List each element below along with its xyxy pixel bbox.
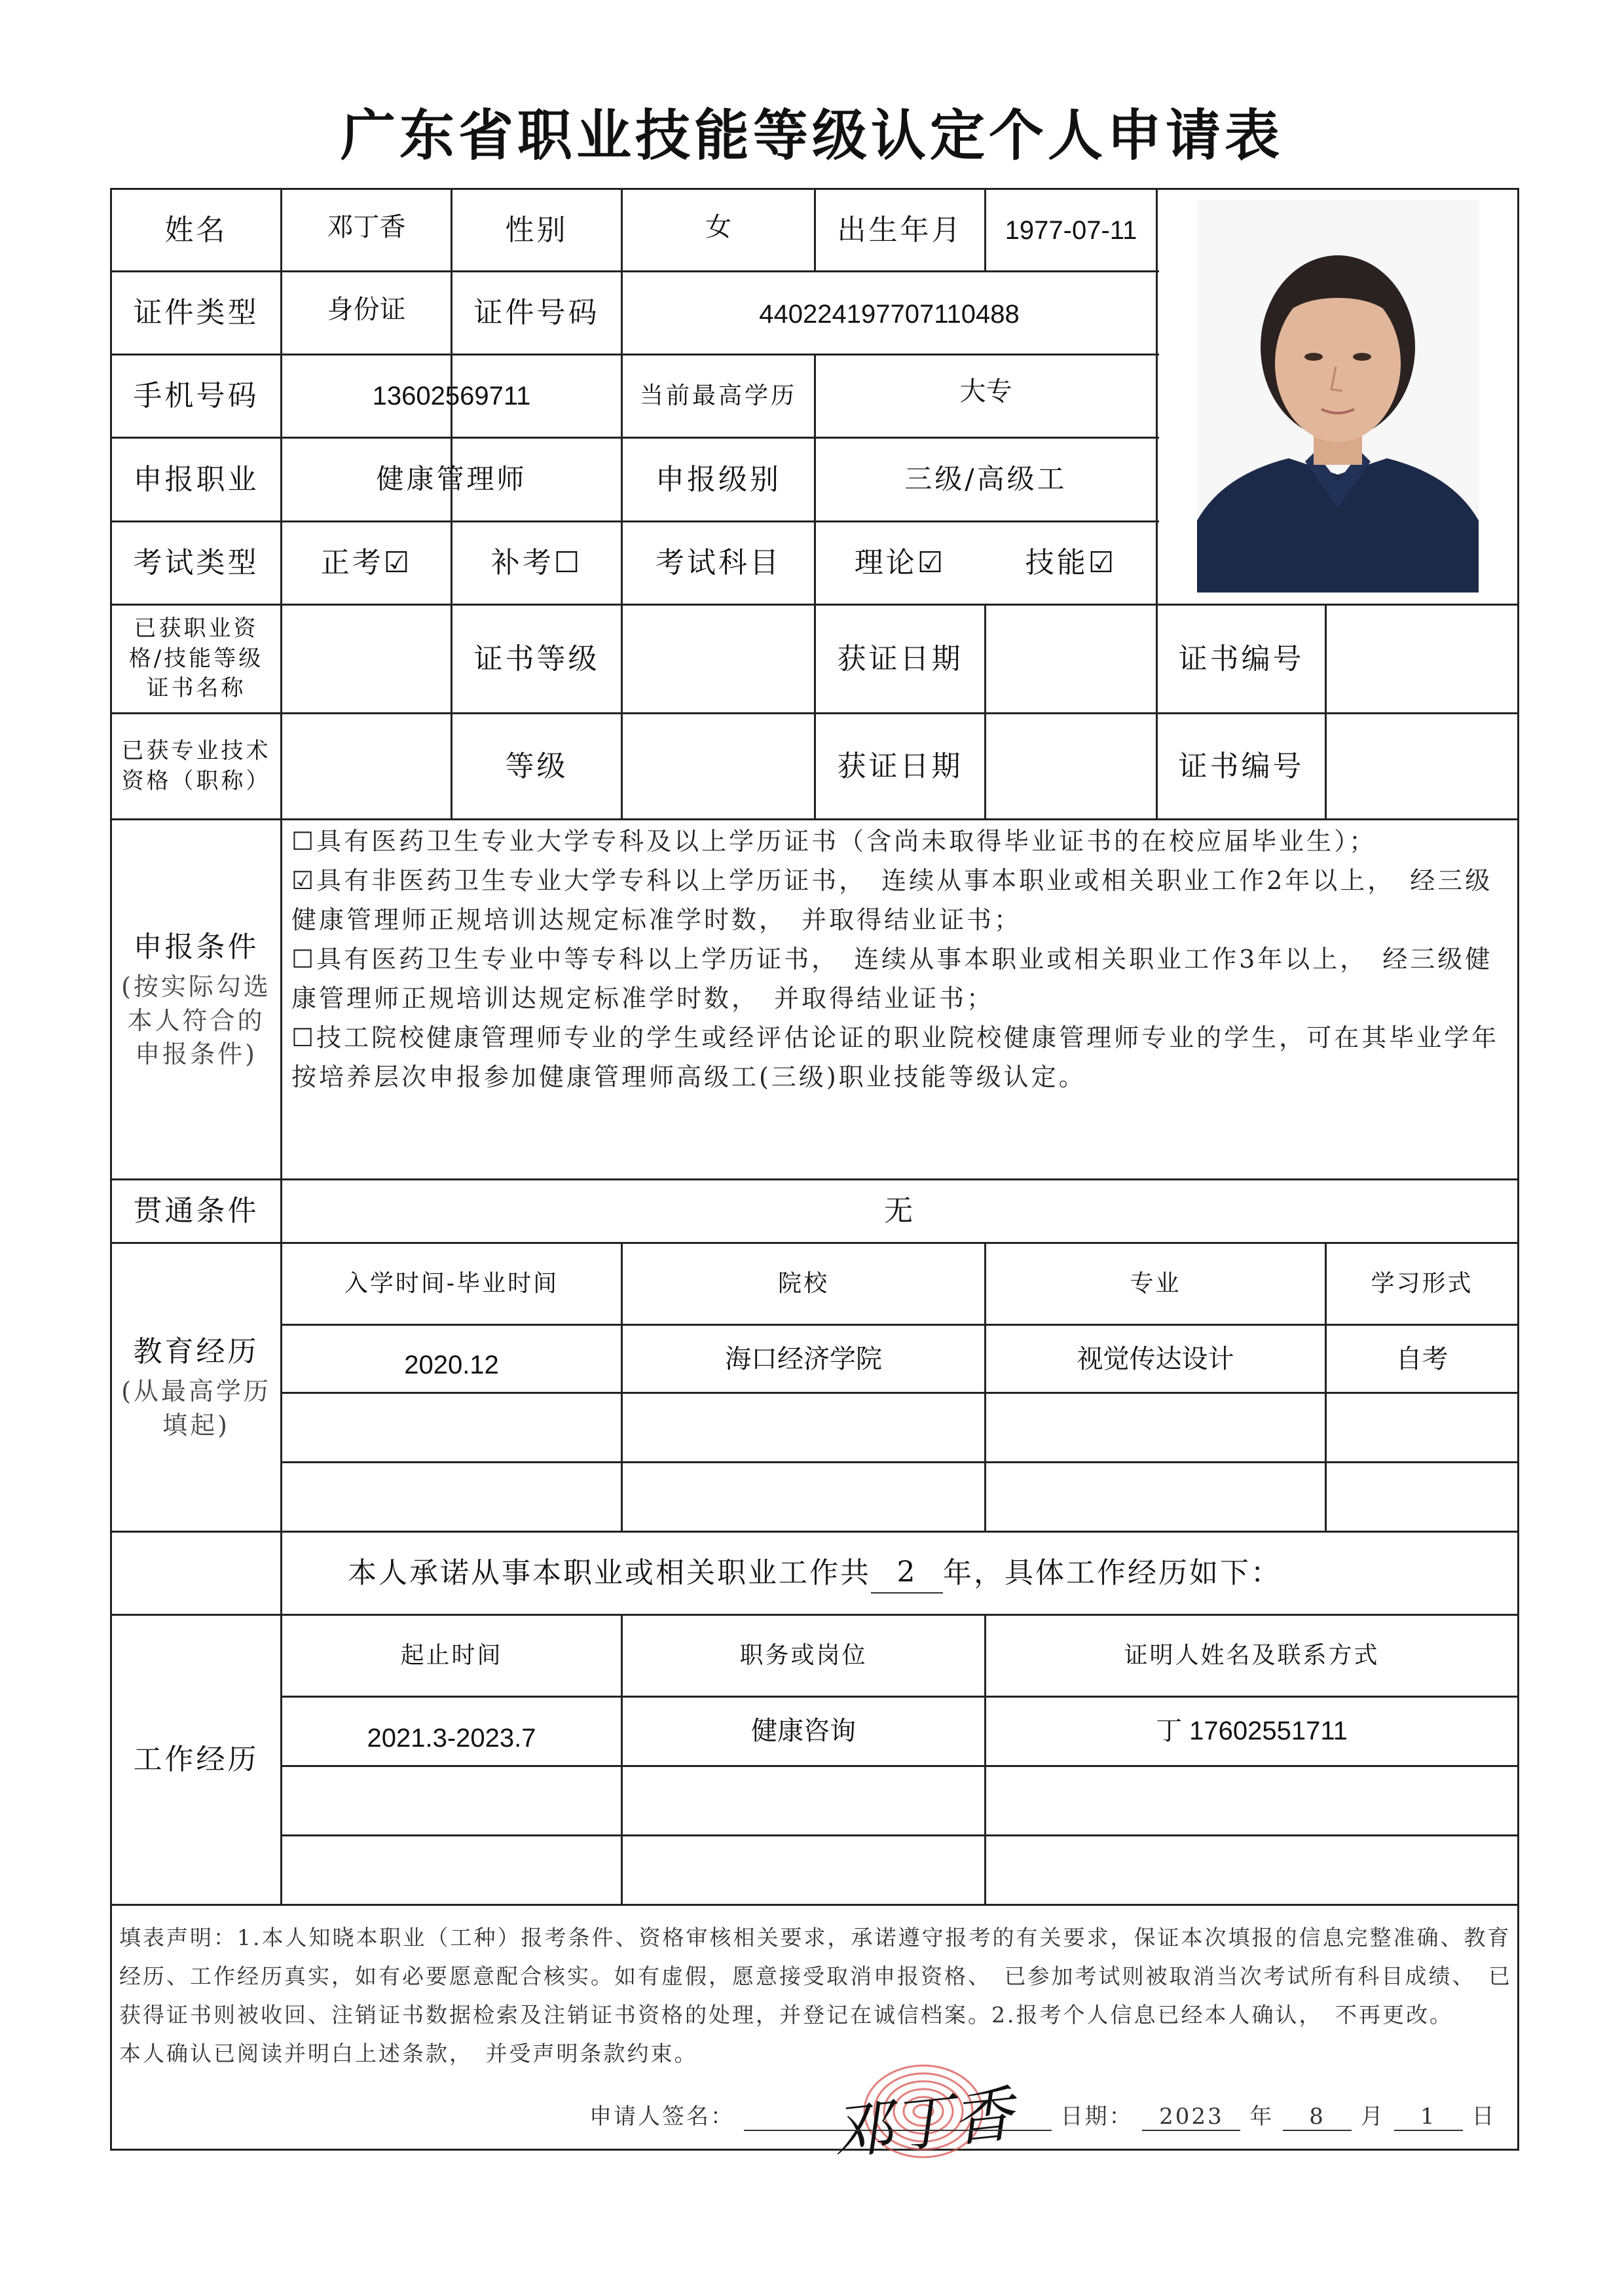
level-label: 申报级别 (655, 462, 781, 496)
exam-subject-skill-checkbox[interactable]: 技能☑ (1025, 546, 1117, 580)
through-label: 贯通条件 (133, 1194, 259, 1228)
date-day[interactable]: 1 (1394, 2104, 1463, 2131)
phone-label: 手机号码 (133, 379, 259, 413)
declaration-confirm: 本人确认已阅读并明白上述条款， 并受声明条款约束。 (119, 2041, 698, 2066)
phone-value: 13602569711 (372, 382, 531, 410)
edu-row-1-period: 2020.12 (404, 1350, 499, 1379)
date-month-unit: 月 (1360, 2104, 1385, 2130)
commitment-line (112, 1533, 1517, 1614)
exam-subject-theory-checkbox[interactable]: 理论☑ (854, 546, 946, 580)
commitment-years[interactable]: 2 (871, 1553, 943, 1593)
date-year-unit: 年 (1249, 2104, 1274, 2130)
title-level-label: 等级 (505, 749, 568, 783)
work-row-1-period: 2021.3-2023.7 (367, 1723, 536, 1753)
name-value: 邓丁香 (327, 213, 406, 242)
job-label: 申报职业 (133, 462, 259, 496)
commitment-prefix: 本人承诺从事本职业或相关职业工作共 (348, 1556, 871, 1590)
birth-label: 出生年月 (837, 213, 963, 247)
declaration-text: 填表声明：1.本人知晓本职业（工种）报考条件、资格审核相关要求，承诺遵守报考的有关要求，保证本次填报的信息完整准确、教育经历、工作经历真实，如有必要愿意配合核实。如有虚假，愿意接受取消申报资格、 已参加考试则被取消当次考试所有科目成绩、 已获得证书则被收回、注销证书数据检索及注销证书资格的处理，并登记在诚信档案。2.报考个人信息已经本人确认， 不再更改。 (119, 1925, 1512, 2028)
education-sub-label: (从最高学历填起) (121, 1377, 271, 1440)
work-header-period: 起止时间 (400, 1641, 503, 1669)
id-type-value: 身份证 (327, 295, 406, 324)
gender-label: 性别 (505, 213, 568, 247)
condition-item-2[interactable]: ☑具有非医药卫生专业大学专科以上学历证书， 连续从事本职业或相关职业工作2年以上， 经三级健康管理师正规培训达规定标准学时数， 并取得结业证书； (291, 866, 1493, 934)
edu-row-1-major: 视觉传达设计 (1077, 1344, 1234, 1374)
date-day-unit: 日 (1471, 2104, 1496, 2130)
work-row-1-position: 健康咨询 (751, 1717, 856, 1745)
applicant-signature: 邓丁香 (828, 2079, 1016, 2168)
edu-row-1-mode: 自考 (1395, 1344, 1449, 1374)
date-label: 日期： (1060, 2104, 1134, 2130)
condition-item-1[interactable]: ☐具有医药卫生专业大学专科及以上学历证书（含尚未取得毕业证书的在校应届毕业生）； (291, 827, 1377, 856)
title-number-label: 证书编号 (1178, 749, 1304, 783)
edu-header-mode: 学习形式 (1371, 1269, 1473, 1297)
name-label: 姓名 (164, 213, 228, 247)
signature-field[interactable] (744, 2104, 1052, 2131)
cert-name-label: 已获职业资格/技能等级证书名称 (128, 615, 264, 702)
work-row-1-reference: 丁 17602551711 (1156, 1717, 1348, 1745)
applicant-photo (1197, 200, 1479, 592)
conditions-label: 申报条件 (133, 930, 259, 964)
education-label-cell (112, 1244, 280, 1531)
date-month[interactable]: 8 (1283, 2104, 1352, 2131)
id-no-label: 证件号码 (473, 296, 600, 330)
edu-row-1-school: 海口经济学院 (725, 1344, 882, 1374)
cert-level-label: 证书等级 (473, 642, 600, 676)
signature-label: 申请人签名： (589, 2104, 735, 2130)
edu-label: 当前最高学历 (639, 382, 797, 409)
declaration (119, 1918, 1514, 2073)
cert-number-label: 证书编号 (1178, 642, 1304, 676)
title-date-label: 获证日期 (837, 749, 963, 783)
edu-header-period: 入学时间-毕业时间 (344, 1269, 559, 1297)
education-label: 教育经历 (133, 1335, 259, 1368)
edu-header-major: 专业 (1130, 1269, 1181, 1297)
condition-item-4[interactable]: ☐技工院校健康管理师专业的学生或经评估论证的职业院校健康管理师专业的学生，可在其毕业学年按培养层次申报参加健康管理师高级工(三级)职业技能等级认定。 (291, 1023, 1500, 1091)
id-no-value: 440224197707110488 (759, 300, 1020, 329)
signature-line (589, 2098, 1496, 2131)
commitment-suffix: 年，具体工作经历如下： (943, 1556, 1282, 1590)
gender-value: 女 (705, 213, 731, 242)
work-header-position: 职务或岗位 (739, 1641, 868, 1669)
birth-value: 1977-07-11 (1005, 216, 1137, 245)
conditions-list (291, 822, 1509, 1097)
conditions-label-cell (112, 820, 280, 1178)
cert-date-label: 获证日期 (837, 642, 963, 676)
exam-type-makeup-checkbox[interactable]: 补考☐ (490, 546, 583, 580)
edu-header-school: 院校 (777, 1269, 829, 1297)
exam-subject-label: 考试科目 (655, 546, 781, 580)
condition-item-3[interactable]: ☐具有医药卫生专业中等专科以上学历证书， 连续从事本职业或相关职业工作3年以上， 经三级健康管理师正规培训达规定标准学时数， 并取得结业证书； (291, 945, 1493, 1013)
work-label: 工作经历 (133, 1743, 259, 1777)
exam-type-label: 考试类型 (133, 546, 259, 580)
through-value: 无 (884, 1194, 915, 1228)
level-value: 三级/高级工 (904, 463, 1067, 496)
date-year[interactable]: 2023 (1142, 2104, 1240, 2131)
exam-type-regular-checkbox[interactable]: 正考☑ (320, 546, 413, 580)
id-type-label: 证件类型 (133, 296, 259, 330)
job-value: 健康管理师 (376, 463, 527, 496)
conditions-sub-label: (按实际勾选本人符合的申报条件) (121, 972, 271, 1068)
title-cert-label: 已获专业技术资格（职称） (121, 737, 271, 794)
edu-value: 大专 (959, 377, 1012, 406)
work-header-reference: 证明人姓名及联系方式 (1124, 1641, 1380, 1669)
form-title: 广东省职业技能等级认定个人申请表 (340, 103, 1283, 168)
